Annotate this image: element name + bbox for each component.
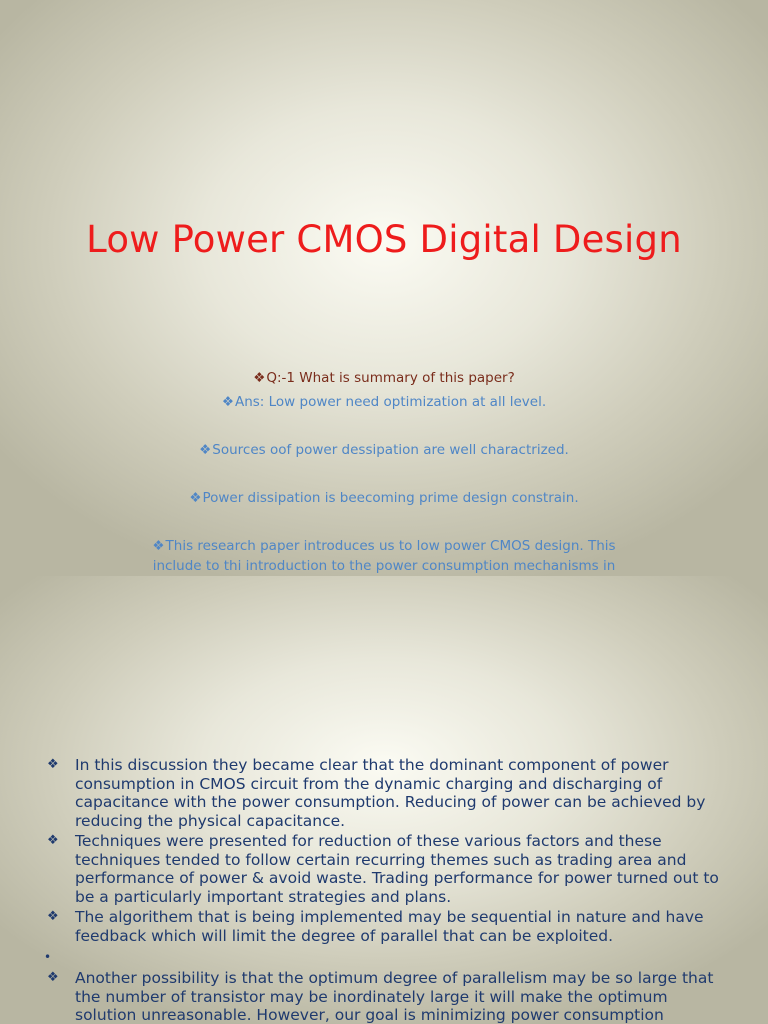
note-item	[0, 908, 768, 945]
note-item	[0, 969, 768, 1024]
note-item-empty	[0, 947, 768, 967]
answer-item	[134, 536, 634, 576]
note-item	[0, 756, 768, 830]
diamond-bullet-icon: ❖	[253, 370, 266, 386]
diamond-bullet-icon: ❖	[152, 538, 165, 554]
question-item	[0, 368, 768, 392]
diamond-bullet-icon: ❖	[47, 970, 59, 985]
dot-bullet-icon: •	[44, 950, 52, 964]
note-text: Another possibility is that the optimum degree of parallelism may be so large that the number of transistor may be inordinately large it will make the optimum solution unreasonable. However, our goal is minimizing power consumption	[75, 969, 714, 1024]
answer-text: Power dissipation is beecoming prime design constrain.	[202, 490, 579, 506]
diamond-bullet-icon: ❖	[199, 442, 212, 458]
note-text: The algorithem that is being implemented may be sequential in nature and have feedback which will limit the degree of parallel that can be exploited.	[75, 908, 704, 945]
diamond-bullet-icon: ❖	[47, 757, 59, 772]
notes-list	[0, 756, 768, 1024]
answer-text: Ans: Low power need optimization at all level.	[234, 394, 547, 410]
answer-item	[0, 440, 768, 488]
note-item	[0, 832, 768, 906]
answer-text: Sources oof power dessipation are well charactrized.	[212, 442, 569, 458]
slide-title: Low Power CMOS Digital Design	[86, 218, 682, 261]
diamond-bullet-icon: ❖	[47, 909, 59, 924]
question-text: Q:-1 What is summary of this paper?	[266, 370, 515, 386]
answer-item	[0, 392, 768, 440]
note-text: In this discussion they became clear that the dominant component of power consumption in CMOS circuit from the dynamic charging and discharging of capacitance with the power consumption. Reducing of power can be achieved by reducing the physical capacitance.	[75, 756, 706, 830]
answer-item	[0, 488, 768, 536]
diamond-bullet-icon: ❖	[47, 833, 59, 848]
qa-list	[0, 368, 768, 576]
note-text: Techniques were presented for reduction of these various factors and these techniques tended to follow certain recurring themes such as trading area and performance of power & avoid waste. Trading performance for power turned out to be a particularly important strategies and plans.	[75, 832, 719, 906]
answer-text: This research paper introduces us to low power CMOS design. This include to thi introduction to the power consumption mechanisms in	[152, 538, 616, 574]
diamond-bullet-icon: ❖	[189, 490, 202, 506]
slide-2	[0, 576, 768, 1024]
diamond-bullet-icon: ❖	[221, 394, 234, 410]
